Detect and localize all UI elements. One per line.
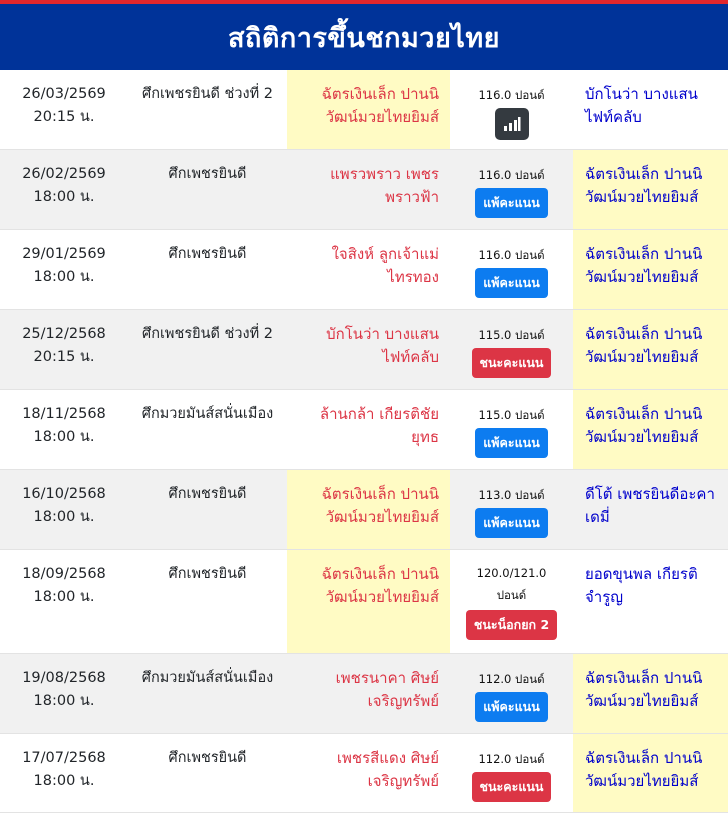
fight-time: 18:00 น. — [33, 429, 95, 445]
blue-corner-fighter[interactable]: บักโนว่า บางแสนไฟท์คลับ — [585, 85, 698, 126]
fight-row — [0, 550, 728, 654]
red-corner-fighter[interactable]: ฉัตรเงินเล็ก ปานนิวัฒน์มวยไทยยิมส์ — [287, 470, 450, 550]
result-badge[interactable]: ชนะคะแนน — [472, 348, 552, 378]
fight-date-cell — [0, 70, 128, 150]
red-corner-fighter[interactable]: เพชรนาคา ศิษย์เจริญทรัพย์ — [335, 669, 439, 710]
result-badge[interactable]: แพ้คะแนน — [475, 188, 548, 218]
fight-time: 18:00 น. — [33, 589, 95, 605]
weight-result-cell — [450, 470, 573, 550]
fight-date-cell — [0, 230, 128, 310]
fight-row — [0, 470, 728, 550]
blue-corner-fighter[interactable]: ดีโต้ เพชรยินดีอะคาเดมี่ — [585, 485, 715, 526]
weight-label: 116.0 ปอนด์ — [478, 88, 545, 102]
fight-time: 20:15 น. — [33, 349, 95, 365]
weight-label: 113.0 ปอนด์ — [478, 488, 545, 502]
fight-time: 18:00 น. — [33, 773, 95, 789]
fight-date: 19/08/2568 — [22, 670, 106, 686]
fight-date: 26/02/2569 — [22, 166, 106, 182]
weight-label: 115.0 ปอนด์ — [478, 328, 545, 342]
blue-corner-fighter[interactable]: ฉัตรเงินเล็ก ปานนิวัฒน์มวยไทยยิมส์ — [573, 390, 728, 470]
fight-time: 20:15 น. — [33, 109, 95, 125]
event-name: ศึกมวยมันส์สนั่นเมือง — [141, 406, 274, 422]
fight-row — [0, 734, 728, 813]
fight-time: 18:00 น. — [33, 509, 95, 525]
fight-time: 18:00 น. — [33, 189, 95, 205]
event-name: ศึกเพชรยินดี — [168, 486, 247, 502]
red-corner-fighter[interactable]: ล้านกล้า เกียรติชัยยุทธ — [319, 405, 439, 446]
blue-corner-fighter[interactable]: ฉัตรเงินเล็ก ปานนิวัฒน์มวยไทยยิมส์ — [573, 230, 728, 310]
event-name: ศึกเพชรยินดี — [168, 246, 247, 262]
weight-result-cell — [450, 390, 573, 470]
result-badge[interactable]: ชนะคะแนน — [472, 772, 552, 802]
weight-label: 112.0 ปอนด์ — [478, 672, 545, 686]
fight-date: 18/09/2568 — [22, 566, 106, 582]
fight-date: 26/03/2569 — [22, 86, 106, 102]
event-name: ศึกเพชรยินดี — [168, 566, 247, 582]
weight-label: 112.0 ปอนด์ — [478, 752, 545, 766]
fight-row — [0, 70, 728, 150]
weight-label: 116.0 ปอนด์ — [478, 248, 545, 262]
weight-result-cell — [450, 654, 573, 734]
fight-date-cell — [0, 310, 128, 390]
result-badge[interactable]: แพ้คะแนน — [475, 508, 548, 538]
fight-date: 17/07/2568 — [22, 750, 106, 766]
event-name: ศึกเพชรยินดี — [168, 166, 247, 182]
blue-corner-fighter[interactable]: ฉัตรเงินเล็ก ปานนิวัฒน์มวยไทยยิมส์ — [573, 310, 728, 390]
blue-corner-fighter[interactable]: ฉัตรเงินเล็ก ปานนิวัฒน์มวยไทยยิมส์ — [573, 654, 728, 734]
blue-corner-fighter[interactable]: ฉัตรเงินเล็ก ปานนิวัฒน์มวยไทยยิมส์ — [573, 150, 728, 230]
fight-date-cell — [0, 550, 128, 654]
blue-corner-fighter[interactable]: ยอดขุนพล เกียรติจำรูญ — [585, 565, 698, 606]
red-corner-fighter[interactable]: ฉัตรเงินเล็ก ปานนิวัฒน์มวยไทยยิมส์ — [287, 70, 450, 150]
blue-corner-fighter[interactable]: ฉัตรเงินเล็ก ปานนิวัฒน์มวยไทยยิมส์ — [573, 734, 728, 813]
event-name: ศึกเพชรยินดี ช่วงที่ 2 — [141, 326, 274, 342]
fight-row — [0, 310, 728, 390]
fight-row — [0, 150, 728, 230]
fight-date: 29/01/2569 — [22, 246, 106, 262]
red-corner-fighter[interactable]: ใจสิงห์ ลูกเจ้าแม่ไทรทอง — [331, 245, 439, 286]
fight-date-cell — [0, 470, 128, 550]
red-corner-fighter[interactable]: บักโนว่า บางแสนไฟท์คลับ — [326, 325, 439, 366]
red-corner-fighter[interactable]: เพชรสีแดง ศิษย์เจริญทรัพย์ — [336, 749, 439, 790]
page-header — [0, 4, 728, 70]
event-name: ศึกเพชรยินดี ช่วงที่ 2 — [141, 86, 274, 102]
fight-date-cell — [0, 150, 128, 230]
event-name: ศึกมวยมันส์สนั่นเมือง — [141, 670, 274, 686]
fight-date: 18/11/2568 — [22, 406, 106, 422]
fight-row — [0, 390, 728, 470]
bar-chart-icon[interactable] — [495, 108, 529, 140]
result-badge[interactable]: แพ้คะแนน — [475, 428, 548, 458]
fight-time: 18:00 น. — [33, 693, 95, 709]
fight-date-cell — [0, 654, 128, 734]
fight-date-cell — [0, 390, 128, 470]
weight-label: 115.0 ปอนด์ — [478, 408, 545, 422]
event-name: ศึกเพชรยินดี — [168, 750, 247, 766]
weight-result-cell — [450, 230, 573, 310]
fight-date: 25/12/2568 — [22, 326, 106, 342]
red-corner-fighter[interactable]: ฉัตรเงินเล็ก ปานนิวัฒน์มวยไทยยิมส์ — [287, 550, 450, 654]
red-corner-fighter[interactable]: แพรวพราว เพชรพราวฟ้า — [330, 165, 439, 206]
fight-time: 18:00 น. — [33, 269, 95, 285]
fight-stats-table — [0, 70, 728, 813]
weight-label: 120.0/121.0 ปอนด์ — [476, 566, 547, 602]
result-badge[interactable]: แพ้คะแนน — [475, 692, 548, 722]
result-badge[interactable]: แพ้คะแนน — [475, 268, 548, 298]
page-title: สถิติการขึ้นชกมวยไทย — [228, 22, 500, 54]
weight-result-cell — [450, 550, 573, 654]
weight-result-cell — [450, 310, 573, 390]
fight-date: 16/10/2568 — [22, 486, 106, 502]
fight-row — [0, 654, 728, 734]
result-badge[interactable]: ชนะน็อกยก 2 — [466, 610, 557, 640]
weight-result-cell — [450, 734, 573, 813]
fight-row — [0, 230, 728, 310]
fight-date-cell — [0, 734, 128, 813]
weight-label: 116.0 ปอนด์ — [478, 168, 545, 182]
weight-result-cell — [450, 150, 573, 230]
weight-result-cell — [450, 70, 573, 150]
